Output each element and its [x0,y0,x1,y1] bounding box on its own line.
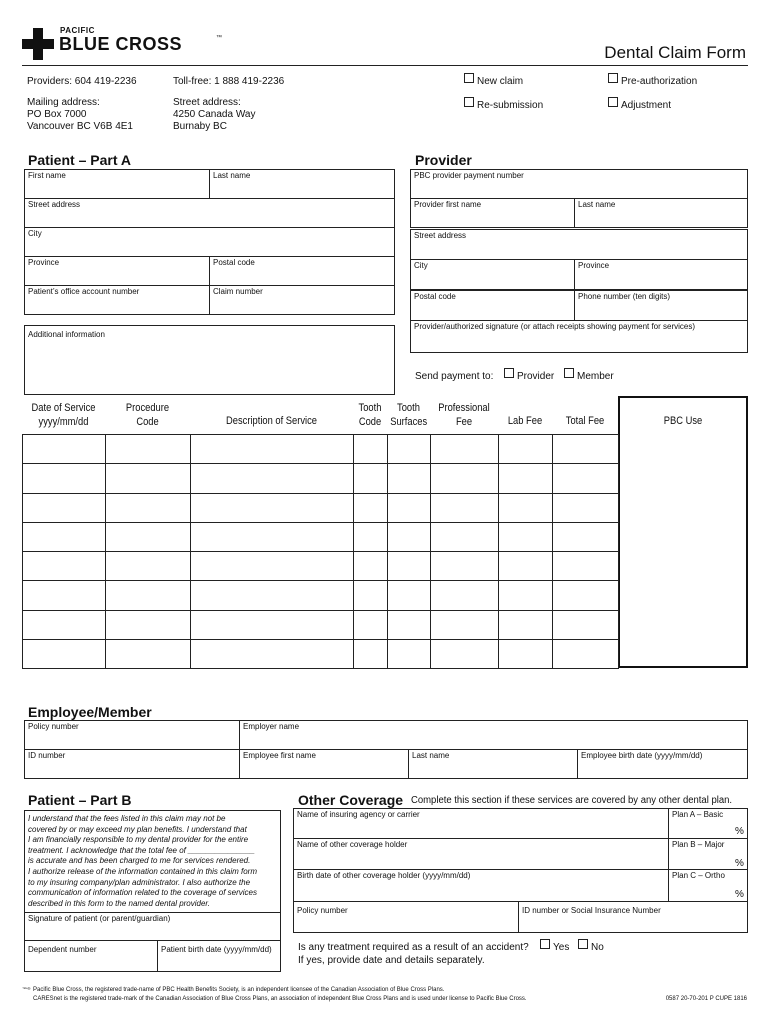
employee-id-label: ID number [28,751,66,760]
table-cell-lab-fee[interactable] [498,463,553,493]
employee-last-name-label: Last name [412,751,450,760]
table-cell-lab-fee[interactable] [498,522,553,552]
accident-yes-checkbox[interactable] [540,939,550,949]
pbc-payment-number-label: PBC provider payment number [414,171,524,180]
plan-b-percent: % [735,858,744,869]
logo-pacific: PACIFIC [60,26,95,35]
mailing-line-1: PO Box 7000 [27,109,87,120]
provider-first-name-label: Provider first name [414,200,482,209]
mailing-label: Mailing address: [27,97,100,108]
table-cell-lab-fee[interactable] [498,434,553,464]
provider-city-label: City [414,261,428,270]
dependent-number-label: Dependent number [28,945,97,954]
table-cell-total-fee[interactable] [552,639,619,669]
new-claim-label: New claim [477,76,524,87]
pbc-use-column [618,396,748,668]
table-cell-procedure[interactable] [105,551,191,581]
coverage-policy-label: Policy number [297,906,348,915]
table-cell-tooth-code[interactable] [353,522,388,552]
table-cell-procedure[interactable] [105,639,191,669]
employee-first-name-field[interactable] [239,749,409,779]
accident-note: If yes, provide date and details separately. [298,955,485,966]
insuring-agency-field[interactable] [293,808,669,839]
statement-line-6: I authorize release of the information contained in this claim form [28,866,258,876]
provider-province-field[interactable] [574,259,748,290]
patient-b-statement [28,814,280,909]
table-cell-description[interactable] [190,551,354,581]
table-cell-date[interactable] [22,551,106,581]
table-cell-professional-fee[interactable] [430,522,499,552]
col-header-professional-fee: Professional Fee [438,402,490,428]
providers-phone: Providers: 604 419-2236 [27,76,137,87]
patient-province-label: Province [28,258,60,267]
preauth-label: Pre-authorization [621,76,698,87]
table-cell-date[interactable] [22,493,106,523]
patient-a-title: Patient – Part A [28,152,131,168]
holder-birth-field[interactable] [293,869,669,902]
table-cell-total-fee[interactable] [552,522,619,552]
holder-birth-label: Birth date of other coverage holder (yyyy/mm/dd) [297,871,471,880]
provider-postal-field[interactable] [410,290,575,321]
table-cell-description[interactable] [190,434,354,464]
other-coverage-title: Other Coverage [298,792,404,808]
statement-line-8: communication of information related to the coverage of services [28,888,258,898]
statement-line-5: is accurate and has been charged to me for services rendered. [28,856,251,866]
logo [22,26,232,62]
employee-birth-label: Employee birth date (yyyy/mm/dd) [581,751,703,760]
patient-street-field[interactable] [24,198,395,228]
employee-first-name-label: Employee first name [243,751,316,760]
street-line-1: 4250 Canada Way [173,109,256,120]
provider-last-name-label: Last name [578,200,616,209]
table-row [22,639,618,668]
table-cell-tooth-code[interactable] [353,639,388,669]
provider-city-field[interactable] [410,259,575,290]
coverage-policy-field[interactable] [293,901,519,933]
patient-last-name-label: Last name [213,171,251,180]
table-row [22,434,618,463]
col-header-tooth-code: Tooth Code [358,402,382,428]
table-cell-tooth-surfaces[interactable] [387,580,431,610]
table-cell-tooth-code[interactable] [353,551,388,581]
employee-title: Employee/Member [28,704,152,720]
table-cell-date[interactable] [22,522,106,552]
employee-id-field[interactable] [24,749,240,779]
provider-signature-field[interactable] [410,320,748,353]
col-header-lab-fee: Lab Fee [507,415,543,427]
table-cell-date[interactable] [22,610,106,640]
plan-a-percent: % [735,826,744,837]
street-line-2: Burnaby BC [173,121,227,132]
col-header-tooth-surfaces: Tooth Surfaces [390,402,428,428]
table-cell-tooth-code[interactable] [353,493,388,523]
table-cell-professional-fee[interactable] [430,463,499,493]
patient-b-title: Patient – Part B [28,792,132,808]
patient-signature-field[interactable] [24,912,281,941]
table-cell-tooth-surfaces[interactable] [387,434,431,464]
accident-no-checkbox[interactable] [578,939,588,949]
dependent-number-field[interactable] [24,940,158,972]
table-row [22,463,618,492]
table-cell-date[interactable] [22,639,106,669]
table-cell-procedure[interactable] [105,522,191,552]
statement-line-2: covered by or may exceed my plan benefits. I understand that [28,824,247,834]
table-cell-lab-fee[interactable] [498,551,553,581]
accident-question: Is any treatment required as a result of an accident? [298,942,529,953]
provider-street-label: Street address [414,231,467,240]
table-cell-tooth-surfaces[interactable] [387,463,431,493]
employer-name-label: Employer name [243,722,300,731]
send-to-provider-label: Provider [517,371,555,382]
col-header-total-fee: Total Fee [565,415,605,427]
claim-number-field[interactable] [209,285,395,315]
table-cell-description[interactable] [190,493,354,523]
table-cell-total-fee[interactable] [552,463,619,493]
statement-line-1: I understand that the fees listed in this claim may not be [28,814,226,823]
employer-name-field[interactable] [239,720,748,750]
plan-b-label: Plan B – Major [672,840,725,849]
pbc-payment-number-field[interactable] [410,169,748,199]
patient-postal-label: Postal code [213,258,255,267]
table-cell-procedure[interactable] [105,434,191,464]
table-cell-tooth-code[interactable] [353,610,388,640]
table-cell-lab-fee[interactable] [498,493,553,523]
resubmission-label: Re-submission [477,100,544,111]
table-cell-description[interactable] [190,580,354,610]
patient-birth-label: Patient birth date (yyyy/mm/dd) [161,945,272,954]
plan-a-label: Plan A – Basic [672,810,724,819]
employee-last-name-field[interactable] [408,749,578,779]
provider-phone-field[interactable] [574,290,748,321]
policy-number-label: Policy number [28,722,79,731]
statement-line-7: to my insuring company/plan administrator. I also authorize the [28,877,251,887]
col-header-description: Description of Service [226,415,317,427]
new-claim-checkbox[interactable] [464,73,474,83]
provider-phone-label: Phone number (ten digits) [578,292,671,301]
services-table [22,396,748,694]
mailing-line-2: Vancouver BC V6B 4E1 [27,121,133,132]
col-header-pbc-use: PBC Use [663,415,703,427]
table-cell-tooth-code[interactable] [353,434,388,464]
table-cell-procedure[interactable] [105,463,191,493]
additional-info-field[interactable] [24,325,395,395]
adjustment-checkbox[interactable] [608,97,618,107]
table-cell-date[interactable] [22,580,106,610]
blue-cross-icon [22,28,54,60]
preauth-checkbox[interactable] [608,73,618,83]
table-cell-tooth-code[interactable] [353,463,388,493]
send-to-provider-checkbox[interactable] [504,368,514,378]
table-cell-date[interactable] [22,434,106,464]
coverage-holder-label: Name of other coverage holder [297,840,408,849]
patient-first-name-label: First name [28,171,66,180]
table-cell-tooth-surfaces[interactable] [387,522,431,552]
table-row [22,551,618,580]
statement-line-9: described in this form to the named dental provider. [28,898,211,908]
patient-street-label: Street address [28,200,81,209]
adjustment-label: Adjustment [621,100,672,111]
table-cell-description[interactable] [190,639,354,669]
street-label: Street address: [173,97,241,108]
coverage-id-sin-label: ID number or Social Insurance Number [522,906,661,915]
table-row [22,610,618,639]
logo-tm: ™ [216,35,222,41]
patient-account-label: Patient’s office account number [28,287,140,296]
table-cell-procedure[interactable] [105,580,191,610]
col-header-procedure: Procedure Code [125,402,170,428]
table-cell-tooth-surfaces[interactable] [387,551,431,581]
table-cell-lab-fee[interactable] [498,610,553,640]
accident-yes-label: Yes [553,942,570,953]
patient-city-field[interactable] [24,227,395,257]
send-to-member-label: Member [577,371,614,382]
patient-account-field[interactable] [24,285,210,315]
tollfree-phone: Toll-free: 1 888 419-2236 [173,76,285,87]
table-cell-professional-fee[interactable] [430,639,499,669]
insuring-agency-label: Name of insuring agency or carrier [297,810,420,819]
table-cell-tooth-code[interactable] [353,580,388,610]
statement-line-4: treatment. I acknowledge that the total fee of _______________ [28,845,255,855]
footer-line-2: CARESnet is the registered trade-mark of the Canadian Association of Blue Cross Plans, an association of independent Blue Cross Plans and is used under license to Pacific Blue Cross. [33,996,527,1002]
table-cell-total-fee[interactable] [552,610,619,640]
provider-signature-label: Provider/authorized signature (or attach receipts showing payment for services) [414,322,696,331]
coverage-holder-field[interactable] [293,838,669,870]
plan-c-label: Plan C – Ortho [672,871,725,880]
patient-last-name-field[interactable] [209,169,395,199]
policy-number-field[interactable] [24,720,240,750]
additional-info-label: Additional information [28,330,105,339]
footer-tm-mark: ™*® [22,986,31,991]
coverage-id-sin-field[interactable] [518,901,748,933]
table-cell-description[interactable] [190,610,354,640]
other-coverage-subtitle: Complete this section if these services are covered by any other dental plan. [411,795,733,806]
provider-last-name-field[interactable] [574,198,748,228]
table-cell-professional-fee[interactable] [430,610,499,640]
table-cell-total-fee[interactable] [552,493,619,523]
table-cell-tooth-surfaces[interactable] [387,639,431,669]
form-title: Dental Claim Form [604,43,746,62]
table-cell-professional-fee[interactable] [430,551,499,581]
table-cell-total-fee[interactable] [552,580,619,610]
footer-line-1: Pacific Blue Cross, the registered trade-name of PBC Health Benefits Society, is an independent licensee of the Canadian Association of Blue Cross Plans. [33,987,445,993]
employee-birth-field[interactable] [577,749,748,779]
provider-street-field[interactable] [410,229,748,260]
footer-form-code: 0587 20-70-201 P CUPE 1816 [665,996,747,1002]
provider-postal-label: Postal code [414,292,456,301]
patient-first-name-field[interactable] [24,169,210,199]
resubmission-checkbox[interactable] [464,97,474,107]
table-row [22,522,618,551]
statement-line-3: I am financially responsible to my dental provider for the entire [28,835,249,845]
provider-province-label: Province [578,261,610,270]
table-cell-procedure[interactable] [105,610,191,640]
patient-postal-field[interactable] [209,256,395,286]
table-cell-lab-fee[interactable] [498,639,553,669]
logo-blue-cross: BLUE CROSS [59,34,183,54]
patient-province-field[interactable] [24,256,210,286]
table-cell-total-fee[interactable] [552,434,619,464]
table-cell-description[interactable] [190,463,354,493]
table-cell-professional-fee[interactable] [430,493,499,523]
provider-title: Provider [415,152,472,168]
claim-number-label: Claim number [213,287,263,296]
table-cell-professional-fee[interactable] [430,580,499,610]
accident-no-label: No [591,942,604,953]
plan-c-percent: % [735,889,744,900]
table-cell-tooth-surfaces[interactable] [387,493,431,523]
table-cell-description[interactable] [190,522,354,552]
send-payment-label: Send payment to: [415,371,494,382]
table-row [22,580,618,609]
patient-signature-label: Signature of patient (or parent/guardian) [28,914,171,923]
table-cell-tooth-surfaces[interactable] [387,610,431,640]
patient-birth-field[interactable] [157,940,281,972]
table-cell-procedure[interactable] [105,493,191,523]
col-header-date: Date of Service yyyy/mm/dd [31,402,96,428]
table-cell-date[interactable] [22,463,106,493]
header-rule [22,65,748,66]
table-cell-total-fee[interactable] [552,551,619,581]
send-to-member-checkbox[interactable] [564,368,574,378]
patient-city-label: City [28,229,42,238]
table-cell-professional-fee[interactable] [430,434,499,464]
table-cell-lab-fee[interactable] [498,580,553,610]
table-row [22,493,618,522]
provider-first-name-field[interactable] [410,198,575,228]
